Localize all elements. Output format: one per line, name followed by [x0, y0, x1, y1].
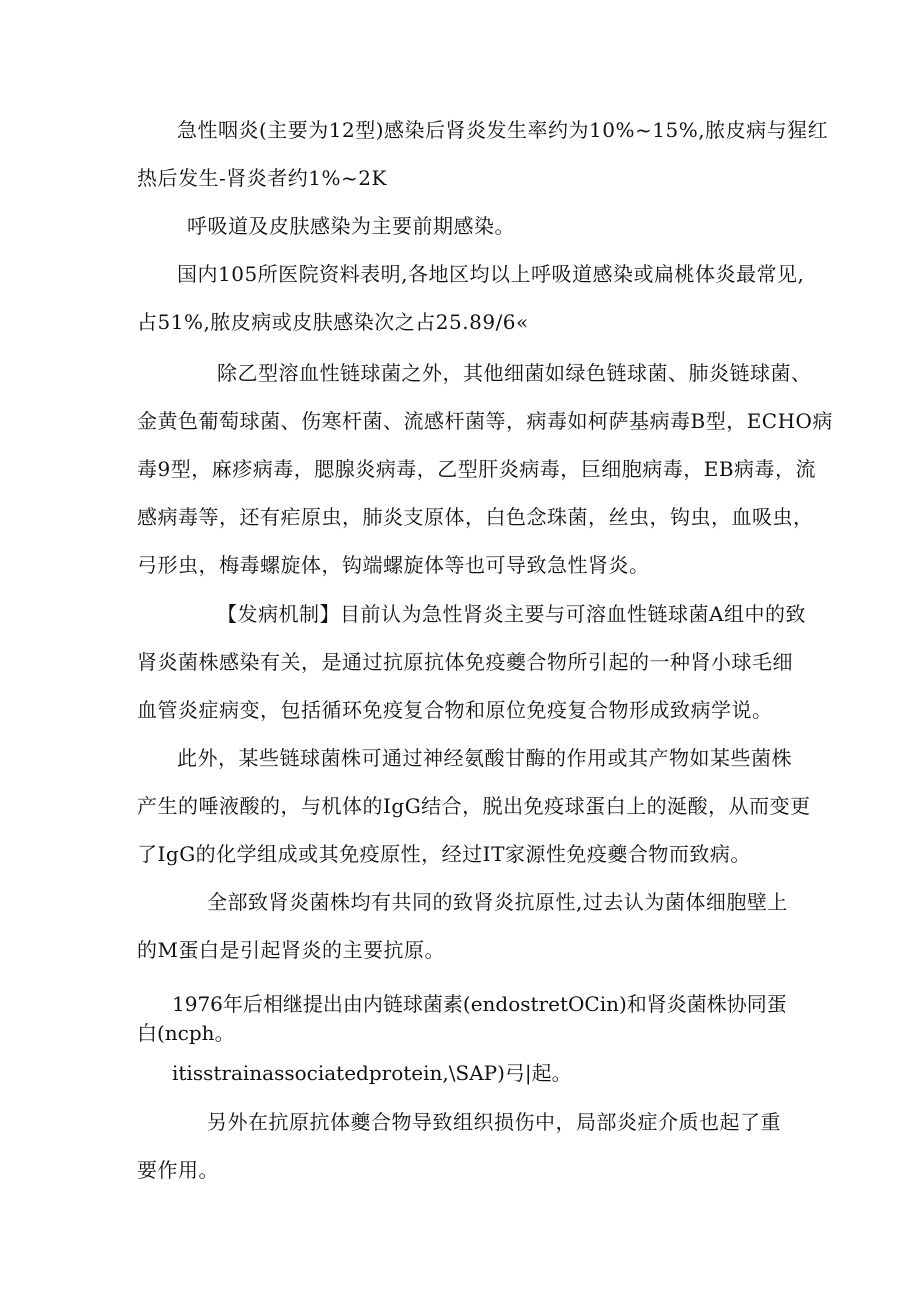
paragraph-4-line-3: 毒9型，麻疹病毒，腮腺炎病毒，乙型肝炎病毒，巨细胞病毒，EB病毒，流	[137, 457, 817, 481]
paragraph-8-line-1: 1976年后相继提出由内链球菌素(endostretOCin)和肾炎菌株协同蛋	[172, 992, 787, 1016]
paragraph-4-line-5: 弓形虫，梅毒螺旋体，钩端螺旋体等也可导致急性肾炎。	[137, 553, 650, 577]
paragraph-5-line-2: 肾炎菌株感染有关，是通过抗原抗体免疫夔合物所引起的一种肾小球毛细	[137, 650, 793, 674]
paragraph-10-line-2: 要作用。	[137, 1158, 219, 1182]
paragraph-1-line-2: 热后发生-肾炎者约1%~2K	[137, 166, 387, 190]
paragraph-4-line-2: 金黄色葡萄球菌、伤寒杆菌、流感杆菌等，病毒如柯萨基病毒B型，ECHO病	[137, 409, 833, 433]
paragraph-1-line-1: 急性咽炎(主要为12型)感染后肾炎发生率约为10%~15%,脓皮病与猩红	[177, 118, 829, 142]
paragraph-4-line-4: 感病毒等，还有疟原虫，肺炎支原体，白色念珠菌，丝虫，钩虫，血吸虫，	[137, 505, 814, 529]
paragraph-4-line-1: 除乙型溶血性链球菌之外，其他细菌如绿色链球菌、肺炎链球菌、	[217, 361, 812, 385]
paragraph-6-line-1: 此外，某些链球菌株可通过神经氨酸甘酶的作用或其产物如某些菌株	[177, 746, 792, 770]
paragraph-6-line-3: 了IgG的化学组成或其免疫原性，经过IT家源性免疫夔合物而致病。	[137, 842, 751, 866]
paragraph-3-line-1: 国内105所医院资料表明,各地区均以上呼吸道感染或扁桃体炎最常见,	[177, 262, 805, 286]
paragraph-8-line-2: 白(ncph。	[137, 1021, 235, 1045]
paragraph-7-line-2: 的M蛋白是引起肾炎的主要抗原。	[137, 938, 445, 962]
paragraph-7-line-1: 全部致肾炎菌株均有共同的致肾炎抗原性,过去认为菌体细胞壁上	[207, 890, 788, 914]
paragraph-10-line-1: 另外在抗原抗体夔合物导致组织损伤中，局部炎症介质也起了重	[207, 1110, 781, 1134]
paragraph-6-line-2: 产生的唾液酸的，与机体的IgG结合，脱出免疫球蛋白上的涎酸，从而变更	[137, 794, 811, 818]
paragraph-3-line-2: 占51%,脓皮病或皮肤感染次之占25.89/6«	[137, 310, 529, 334]
paragraph-5-line-3: 血管炎症病变，包括循环免疫复合物和原位免疫复合物形成致病学说。	[137, 698, 773, 722]
paragraph-5-line-1: 【发病机制】目前认为急性肾炎主要与可溶血性链球菌A组中的致	[217, 602, 806, 626]
paragraph-2-line-1: 呼吸道及皮肤感染为主要前期感染。	[187, 214, 515, 238]
paragraph-9-line-1: itisstrainassociatedprotein,\SAP)弓|起。	[172, 1061, 572, 1085]
